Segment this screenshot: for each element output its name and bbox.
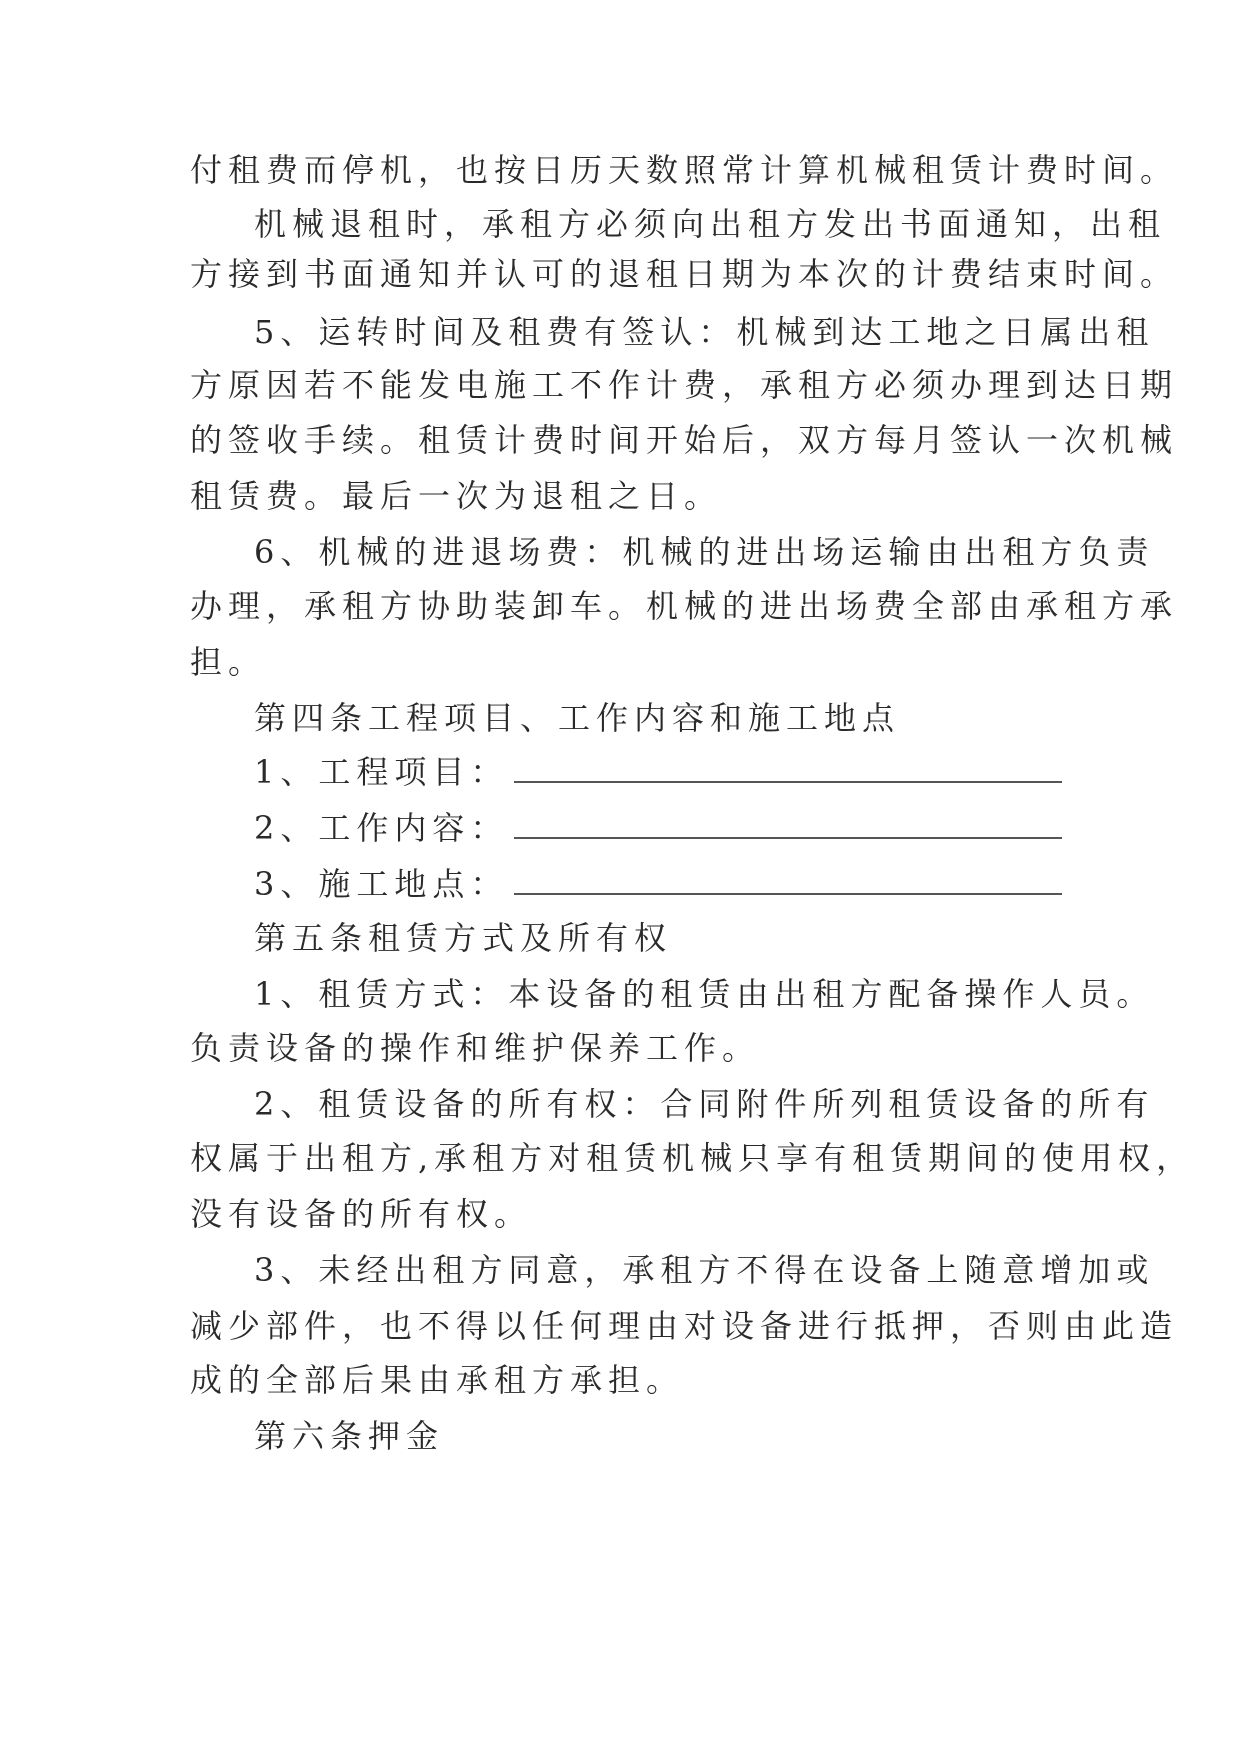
fill-in-row [254, 750, 1062, 794]
text-line: 付租费而停机，也按日历天数照常计算机械租赁计费时间。 [190, 151, 1179, 189]
text-line: 方接到书面通知并认可的退租日期为本次的计费结束时间。 [190, 255, 1179, 293]
text-line: 租赁费。最后一次为退租之日。 [190, 477, 723, 515]
text-line: 的签收手续。租赁计费时间开始后，双方每月签认一次机械 [190, 421, 1179, 459]
text-line: 3、未经出租方同意，承租方不得在设备上随意增加或 [254, 1251, 1155, 1289]
field-label: 1、工程项目： [254, 753, 509, 791]
text-line: 办理，承租方协助装卸车。机械的进出场费全部由承租方承 [190, 587, 1179, 625]
section-heading: 第六条押金 [254, 1417, 445, 1455]
text-line: 1、租赁方式：本设备的租赁由出租方配备操作人员。 [254, 975, 1155, 1013]
text-line: 权属于出租方,承租方对租赁机械只享有租赁期间的使用权， [190, 1139, 1195, 1177]
text-line: 减少部件，也不得以任何理由对设备进行抵押，否则由此造 [190, 1307, 1179, 1345]
blank-line[interactable] [514, 833, 1062, 839]
text-line: 2、租赁设备的所有权：合同附件所列租赁设备的所有 [254, 1085, 1155, 1123]
fill-in-row [254, 806, 1062, 850]
text-line: 机械退租时，承租方必须向出租方发出书面通知，出租 [254, 205, 1167, 243]
field-label: 3、施工地点： [254, 865, 509, 903]
text-line: 6、机械的进退场费：机械的进出场运输由出租方负责 [254, 533, 1155, 571]
text-line: 负责设备的操作和维护保养工作。 [190, 1029, 761, 1067]
text-line: 成的全部后果由承租方承担。 [190, 1361, 685, 1399]
text-line: 没有设备的所有权。 [190, 1195, 533, 1233]
field-label: 2、工作内容： [254, 809, 509, 847]
text-line: 方原因若不能发电施工不作计费，承租方必须办理到达日期 [190, 366, 1179, 404]
blank-line[interactable] [514, 889, 1062, 895]
text-line: 担。 [190, 643, 267, 681]
fill-in-row [254, 862, 1062, 906]
section-heading: 第五条租赁方式及所有权 [254, 919, 673, 957]
blank-line[interactable] [514, 777, 1062, 783]
section-heading: 第四条工程项目、工作内容和施工地点 [254, 699, 901, 737]
text-line: 5、运转时间及租费有签认：机械到达工地之日属出租 [254, 313, 1155, 351]
